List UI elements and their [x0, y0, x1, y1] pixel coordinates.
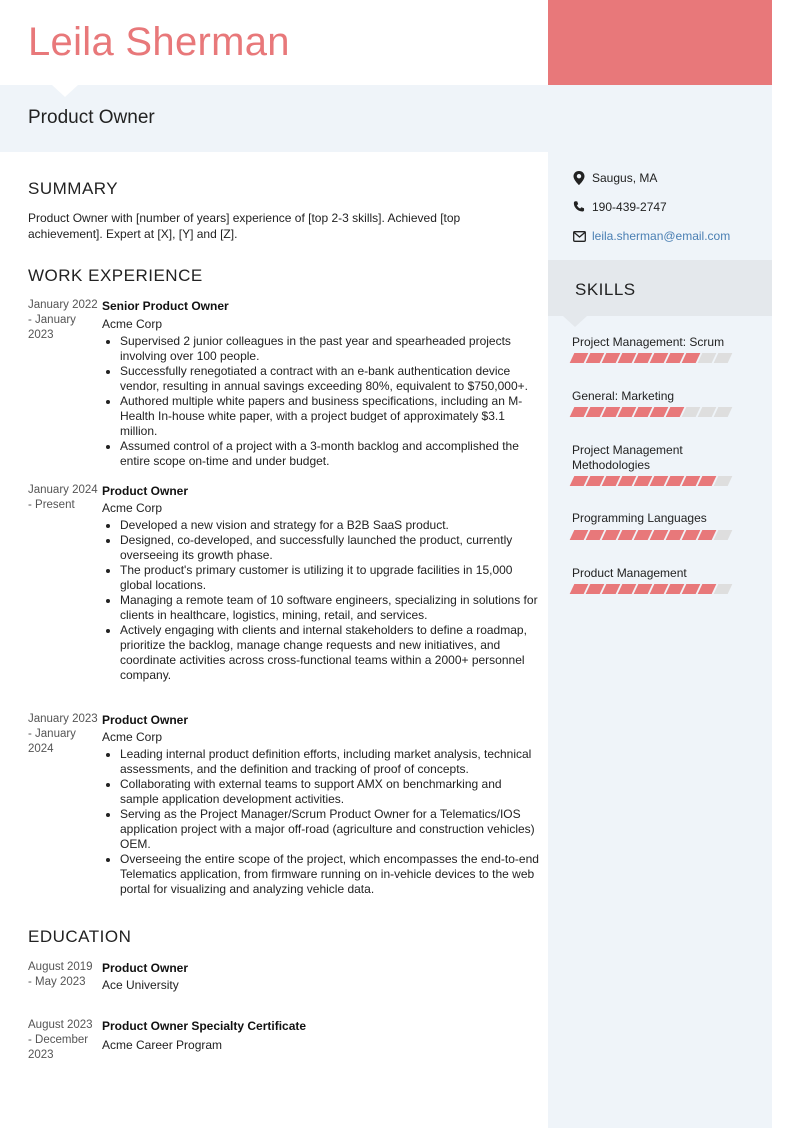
- job-date: January 2024 - Present: [28, 484, 98, 511]
- job-title: Product Owner: [28, 107, 155, 128]
- job-bullets: [102, 747, 540, 897]
- job-bullets: [102, 334, 540, 469]
- work-experience-heading: WORK EXPERIENCE: [28, 266, 203, 285]
- job-company: Acme Corp: [102, 730, 163, 744]
- skills-notch: [563, 316, 587, 327]
- contact-location: [572, 171, 657, 185]
- job-bullet: • Overseeing the entire scope of the project, which encompasses the end-to-end Telematics application, from firmware running on in-vehicle devices to the web portal for visualizing and analyzing vehicle data.: [120, 852, 540, 897]
- skill-segment-empty: [714, 353, 733, 363]
- education-school: Ace University: [102, 978, 179, 992]
- job-company: Acme Corp: [102, 501, 163, 515]
- skill-rating-bar: [572, 407, 730, 417]
- skill-segment-empty: [714, 476, 733, 486]
- job-role: Product Owner: [102, 484, 189, 498]
- skill-name: General: Marketing: [572, 389, 675, 403]
- education-heading: EDUCATION: [28, 927, 132, 946]
- contact-phone: [572, 200, 667, 214]
- job-role: Product Owner: [102, 713, 189, 727]
- job-company: Acme Corp: [102, 317, 163, 331]
- education-degree: Product Owner Specialty Certificate: [102, 1019, 307, 1033]
- job-bullet: • Assumed control of a project with a 3-month backlog and accomplished the entire scope on-time and under budget.: [120, 439, 540, 469]
- skill-rating-bar: [572, 530, 730, 540]
- job-bullet: • Designed, co-developed, and successfully launched the product, currently overseeing its growth phase.: [120, 533, 540, 563]
- contact-email-link[interactable]: leila.sherman@email.com: [592, 229, 731, 243]
- skill-rating-bar: [572, 584, 730, 594]
- contact-email[interactable]: [572, 229, 730, 243]
- education-date: August 2023 - December 2023: [28, 1019, 93, 1061]
- education-degree: Product Owner: [102, 961, 189, 975]
- job-date: January 2023 - January 2024: [28, 713, 98, 755]
- job-bullet: • Leading internal product definition efforts, including market analysis, technical assessments, and the definition and tracking of proof of concepts.: [120, 747, 540, 777]
- job-bullet: • The product's primary customer is utilizing it to upgrade facilities in 15,000 global locations.: [120, 563, 540, 593]
- job-bullet: • Successfully renegotiated a contract with an e-bank authentication device vendor, resulting in annual savings exceeding 80%, equivalent to $750,000+.: [120, 364, 540, 394]
- title-notch: [52, 85, 78, 97]
- job-bullet: • Authored multiple white papers and business specifications, including an M-Health In-house white paper, with a project budget of approximately $3.1 million.: [120, 394, 540, 439]
- education-date: August 2019 - May 2023: [28, 961, 93, 988]
- skill-rating-bar: [572, 476, 730, 486]
- job-bullet: • Supervised 2 junior colleagues in the past year and spearheaded projects involving over 100 people.: [120, 334, 540, 364]
- skill-name: Project Management: Scrum: [572, 335, 725, 349]
- location-pin-icon: [572, 171, 586, 185]
- job-bullet: • Developed a new vision and strategy for a B2B SaaS product.: [120, 518, 540, 533]
- summary-heading: SUMMARY: [28, 179, 119, 198]
- education-school: Acme Career Program: [102, 1038, 223, 1052]
- mail-icon: [572, 229, 586, 243]
- job-bullet: • Actively engaging with clients and internal stakeholders to define a roadmap, prioritize the backlog, manage change requests and new initiatives, and coordinate activities across cross-functional teams within a 2000+ personnel company.: [120, 623, 540, 683]
- candidate-name: Leila Sherman: [28, 20, 290, 64]
- phone-icon: [572, 200, 586, 214]
- skills-title: SKILLS: [575, 280, 636, 299]
- job-bullet: • Collaborating with external teams to support AMX on benchmarking and sample application development activities.: [120, 777, 540, 807]
- skill-name: Product Management: [572, 566, 687, 580]
- skill-segment-empty: [714, 530, 733, 540]
- job-bullet: • Managing a remote team of 10 software engineers, specializing in solutions for clients in healthcare, logistics, mining, retail, and services.: [120, 593, 540, 623]
- skill-rating-bar: [572, 353, 730, 363]
- skill-segment-empty: [714, 407, 733, 417]
- header-accent-block: [548, 0, 772, 85]
- job-date: January 2022 - January 2023: [28, 299, 98, 341]
- summary-text: Product Owner with [number of years] experience of [top 2-3 skills]. Achieved [top achievement]. Expert at [X], [Y] and [Z].: [28, 211, 461, 241]
- skill-name: Programming Languages: [572, 511, 707, 525]
- job-role: Senior Product Owner: [102, 299, 229, 313]
- skill-segment-empty: [714, 584, 733, 594]
- job-bullets: [102, 518, 540, 683]
- job-bullet: • Serving as the Project Manager/Scrum Product Owner for a Telematics/IOS application project with a major off-road (agriculture and construction vehicles) OEM.: [120, 807, 540, 852]
- contact-phone-text: 190-439-2747: [592, 200, 667, 214]
- skill-name: Project Management Methodologies: [572, 443, 683, 472]
- contact-location-text: Saugus, MA: [592, 171, 658, 185]
